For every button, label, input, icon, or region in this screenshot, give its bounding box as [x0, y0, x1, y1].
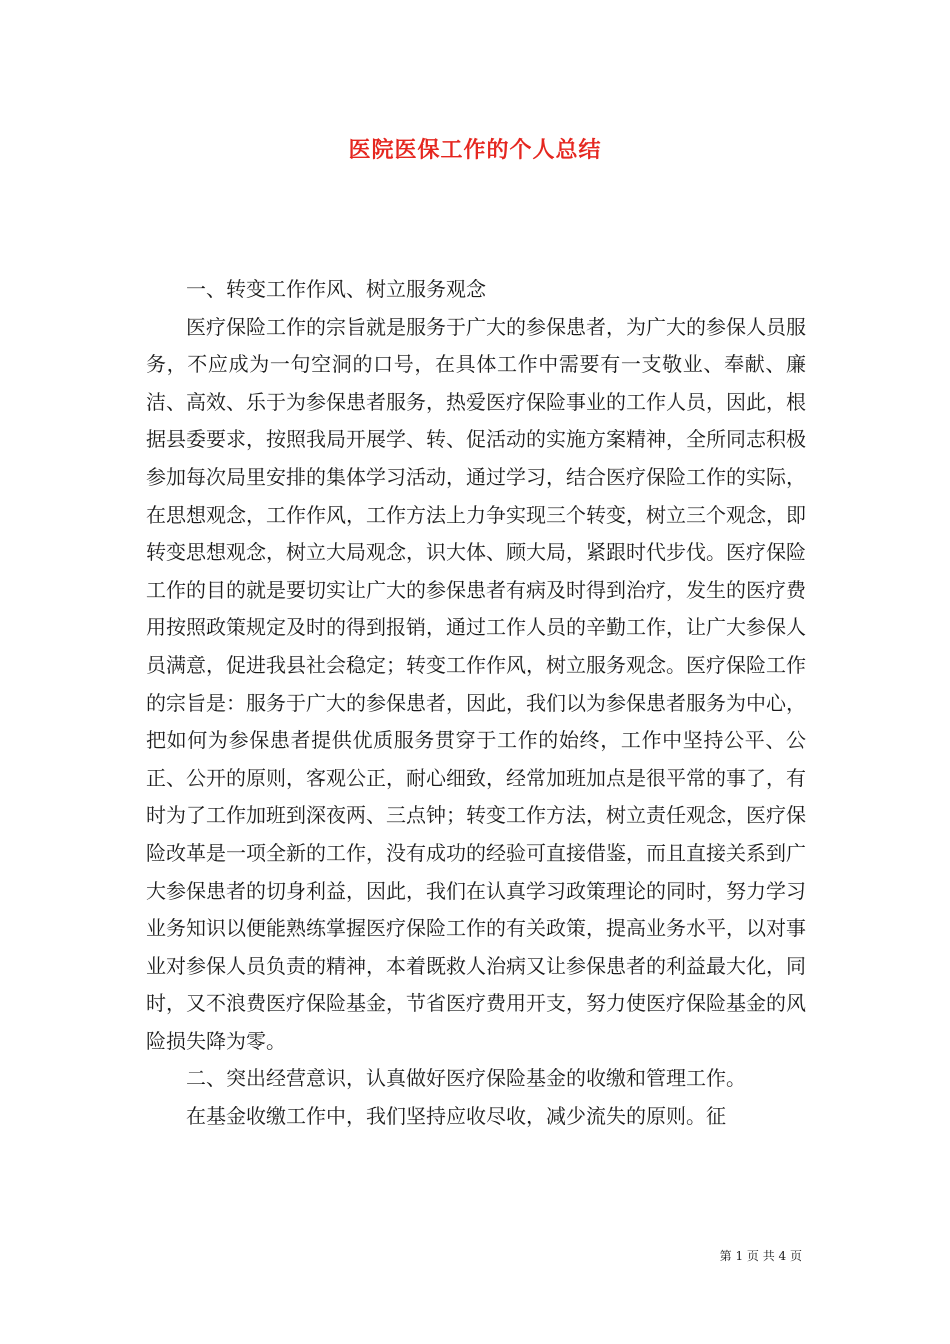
document-title: 医院医保工作的个人总结 — [348, 137, 602, 163]
body-paragraph-1: 医疗保险工作的宗旨就是服务于广大的参保患者，为广大的参保人员服务，不应成为一句空洞的口号，在具体工作中需要有一支敬业、奉献、廉洁、高效、乐于为参保患者服务，热爱医疗保险事业的工作人员，因此，根据县委要求，按照我局开展学、转、促活动的实施方案精神，全所同志积极参加每次局里安排的集体学习活动，通过学习，结合医疗保险工作的实际，在思想观念，工作作风，工作方法上力争实现三个转变，树立三个观念，即转变思想观念，树立大局观念，识大体、顾大局，紧跟时代步伐。医疗保险工作的目的就是要切实让广大的参保患者有病及时得到治疗，发生的医疗费用按照政策规定及时的得到报销，通过工作人员的辛勤工作，让广大参保人员满意，促进我县社会稳定；转变工作作风，树立服务观念。医疗保险工作的宗旨是：服务于广大的参保患者，因此，我们以为参保患者服务为中心，把如何为参保患者提供优质服务贯穿于工作的始终，工作中坚持公平、公正、公开的原则，客观公正，耐心细致，经常加班加点是很平常的事了，有时为了工作加班到深夜两、三点钟；转变工作方法，树立责任观念，医疗保险改革是一项全新的工作，没有成功的经验可直接借鉴，而且直接关系到广大参保患者的切身利益，因此，我们在认真学习政策理论的同时，努力学习业务知识以便能熟练掌握医疗保险工作的有关政策，提高业务水平，以对事业对参保人员负责的精神，本着既救人治病又让参保患者的利益最大化，同时，又不浪费医疗保险基金，节省医疗费用开支，努力使医疗保险基金的风险损失降为零。 — [146, 314, 806, 1053]
page-number: 第 1 页 共 4 页 — [719, 1249, 802, 1263]
section-heading-1: 一、转变工作作风、树立服务观念 — [186, 277, 486, 301]
document-body — [146, 271, 806, 1136]
section-heading-2: 二、突出经营意识，认真做好医疗保险基金的收缴和管理工作。 — [186, 1066, 746, 1091]
body-paragraph-2: 在基金收缴工作中，我们坚持应收尽收，减少流失的原则。征 — [186, 1104, 726, 1129]
